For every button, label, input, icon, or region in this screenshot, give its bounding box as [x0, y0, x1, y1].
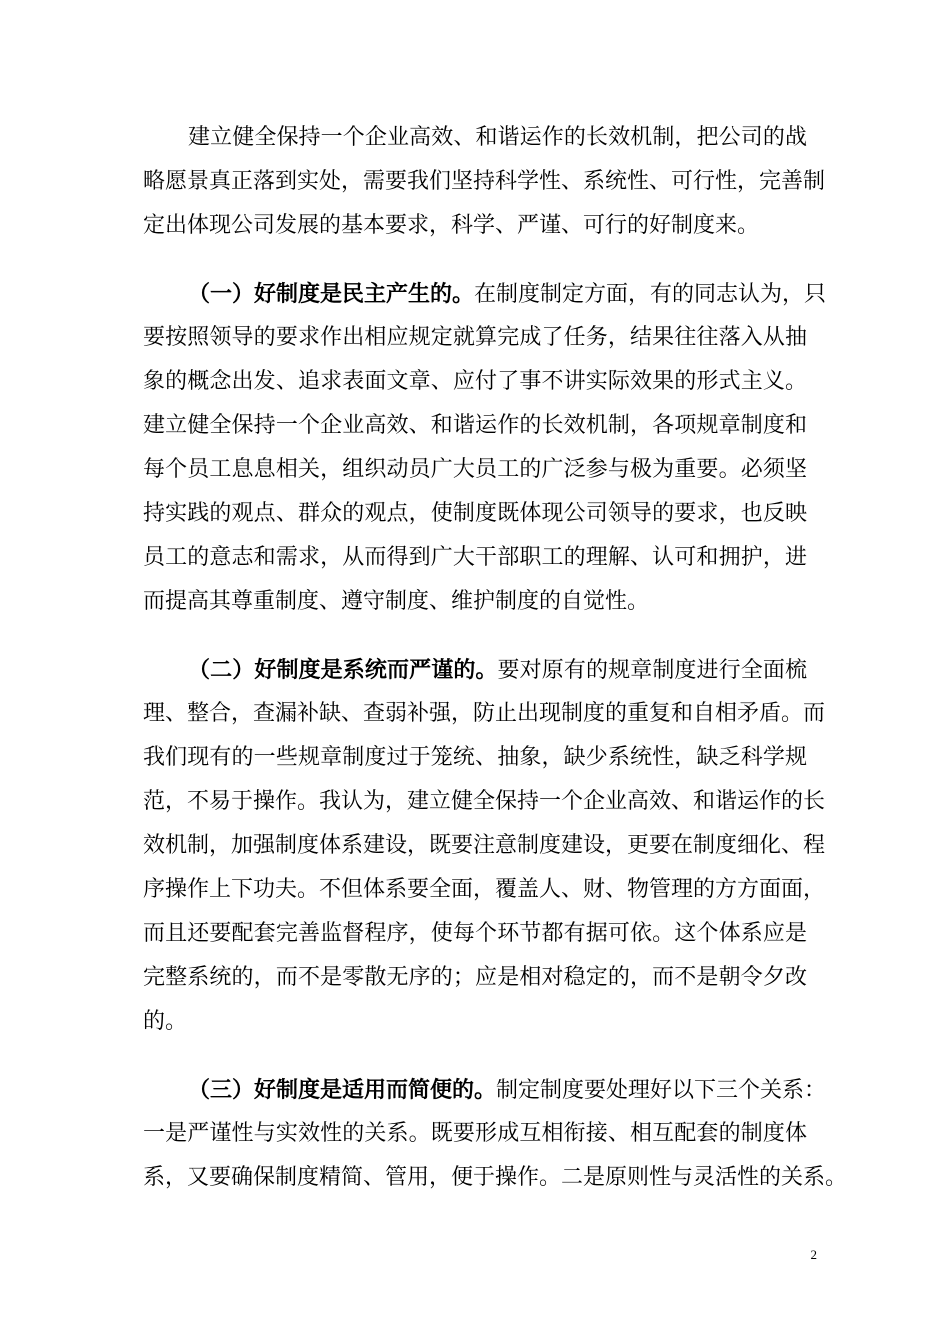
- paragraph-1-line-3: 定出体现公司发展的基本要求，科学、严谨、可行的好制度来。: [143, 213, 760, 238]
- paragraph-3-heading: （二）好制度是系统而严谨的。: [188, 657, 498, 683]
- paragraph-2-line-2: 要按照领导的要求作出相应规定就算完成了任务，结果往往落入从抽: [143, 325, 807, 350]
- paragraph-3-line-1: [188, 648, 807, 692]
- paragraph-3-line-7: 而且还要配套完善监督程序，使每个环节都有据可依。这个体系应是: [143, 921, 807, 946]
- paragraph-2-line-5: 每个员工息息相关，组织动员广大员工的广泛参与极为重要。必须坚: [143, 457, 807, 482]
- paragraph-3-line-1-text: 要对原有的规章制度进行全面梳: [497, 658, 807, 683]
- paragraph-2-line-7: 员工的意志和需求，从而得到广大干部职工的理解、认可和拥护，进: [143, 545, 807, 570]
- paragraph-2-line-4: 建立健全保持一个企业高效、和谐运作的长效机制，各项规章制度和: [143, 413, 807, 438]
- paragraph-3-line-9: 的。: [143, 1009, 188, 1034]
- paragraph-3-line-4: 范，不易于操作。我认为，建立健全保持一个企业高效、和谐运作的长: [143, 789, 826, 814]
- paragraph-3-line-8: 完整系统的，而不是零散无序的；应是相对稳定的，而不是朝令夕改: [143, 965, 807, 990]
- paragraph-4-line-3: 系，又要确保制度精简、管用，便于操作。二是原则性与灵活性的关系。: [143, 1165, 848, 1190]
- paragraph-2-line-1-text: 在制度制定方面，有的同志认为，只: [474, 282, 827, 307]
- paragraph-2-heading: （一）好制度是民主产生的。: [188, 281, 475, 307]
- paragraph-1-line-1: 建立健全保持一个企业高效、和谐运作的长效机制，把公司的战: [188, 125, 807, 150]
- paragraph-1-line-2: 略愿景真正落到实处，需要我们坚持科学性、系统性、可行性，完善制: [143, 169, 826, 194]
- paragraph-4-line-2: 一是严谨性与实效性的关系。既要形成互相衔接、相互配套的制度体: [143, 1121, 807, 1146]
- page-number: 2: [810, 1247, 817, 1262]
- paragraph-2-line-3: 象的概念出发、追求表面文章、应付了事不讲实际效果的形式主义。: [143, 369, 807, 394]
- paragraph-2-line-1: [188, 272, 827, 316]
- paragraph-3-line-6: 序操作上下功夫。不但体系要全面，覆盖人、财、物管理的方方面面，: [143, 877, 826, 902]
- paragraph-4-line-1-text: 制定制度要处理好以下三个关系：: [496, 1078, 827, 1103]
- paragraph-3-line-2: 理、整合，查漏补缺、查弱补强，防止出现制度的重复和自相矛盾。而: [143, 701, 826, 726]
- paragraph-4-heading: （三）好制度是适用而简便的。: [188, 1077, 497, 1103]
- paragraph-3-line-3: 我们现有的一些规章制度过于笼统、抽象，缺少系统性，缺乏科学规: [143, 745, 807, 770]
- paragraph-3-line-5: 效机制，加强制度体系建设，既要注意制度建设，更要在制度细化、程: [143, 833, 826, 858]
- paragraph-2-line-8: 而提高其尊重制度、遵守制度、维护制度的自觉性。: [143, 589, 650, 614]
- paragraph-4-line-1: [188, 1068, 827, 1112]
- paragraph-2-line-6: 持实践的观点、群众的观点，使制度既体现公司领导的要求，也反映: [143, 501, 807, 526]
